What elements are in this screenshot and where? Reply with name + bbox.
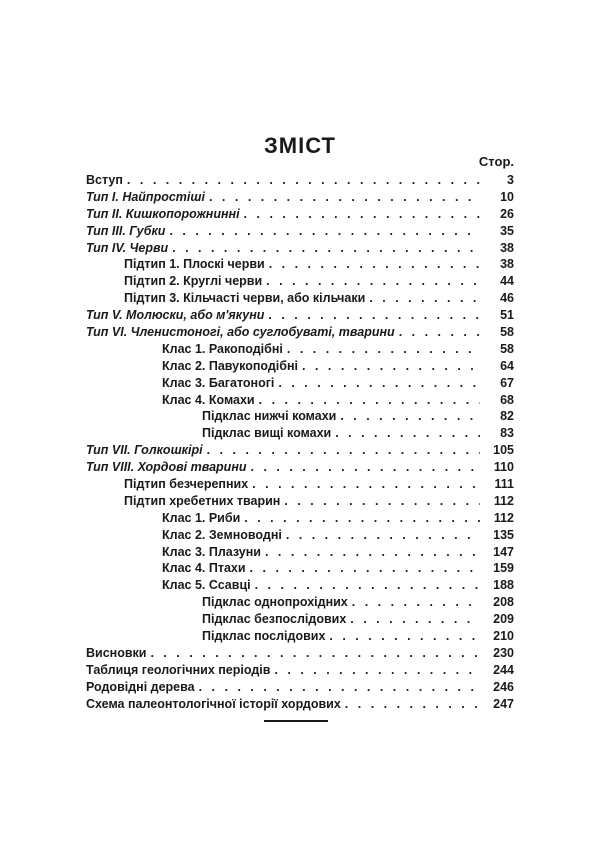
toc-entry-label: Клас 3. Плазуни xyxy=(162,544,261,559)
toc-entry-page: 147 xyxy=(493,544,514,559)
toc-entry xyxy=(86,172,514,189)
toc-leader-dots xyxy=(287,341,480,358)
toc-entry-page: 83 xyxy=(500,426,514,441)
toc-entry-page: 58 xyxy=(500,341,514,356)
toc-entry xyxy=(86,442,514,459)
toc-leader-dots xyxy=(269,256,480,273)
toc-entry xyxy=(86,459,514,476)
toc-entry-page: 10 xyxy=(500,189,514,204)
toc-leader-dots xyxy=(345,696,480,713)
toc-entry-page: 44 xyxy=(500,274,514,289)
toc-leader-dots xyxy=(127,172,480,189)
toc-entry xyxy=(86,493,514,510)
toc-entry-label: Підтип 3. Кільчасті черви, або кільчаки xyxy=(124,291,366,306)
toc-entry-label: Клас 2. Павукоподібні xyxy=(162,358,299,373)
toc-entry-page: 105 xyxy=(493,443,514,458)
toc-entry-label: Клас 3. Багатоногі xyxy=(162,375,275,390)
toc-entry-page: 67 xyxy=(500,375,514,390)
toc-entry-page: 82 xyxy=(500,409,514,424)
toc-leader-dots xyxy=(268,307,480,324)
toc-entry xyxy=(86,341,514,358)
table-of-contents xyxy=(86,172,514,713)
toc-entry xyxy=(86,206,514,223)
toc-entry-label: Родовідні дерева xyxy=(86,679,195,694)
page-column-header: Стор. xyxy=(478,154,514,169)
toc-entry-page: 135 xyxy=(493,527,514,542)
toc-entry xyxy=(86,290,514,307)
toc-entry-page: 26 xyxy=(500,206,514,221)
toc-entry-label: Клас 1. Риби xyxy=(162,510,241,525)
toc-entry-page: 38 xyxy=(500,240,514,255)
toc-entry xyxy=(86,527,514,544)
toc-entry xyxy=(86,544,514,561)
toc-entry-page: 208 xyxy=(493,595,514,610)
toc-entry-label: Таблиця геологічних періодів xyxy=(86,662,271,677)
toc-entry-page: 68 xyxy=(500,392,514,407)
toc-entry-label: Підклас безпослідових xyxy=(202,612,347,627)
toc-entry xyxy=(86,324,514,341)
toc-entry xyxy=(86,577,514,594)
toc-entry-page: 246 xyxy=(493,679,514,694)
toc-entry-label: Підтип безчерепних xyxy=(124,477,249,492)
toc-leader-dots xyxy=(284,493,480,510)
toc-entry-label: Тип VI. Членистоногі, або суглобуваті, тварини xyxy=(86,325,395,339)
toc-entry xyxy=(86,223,514,240)
toc-entry xyxy=(86,628,514,645)
toc-leader-dots xyxy=(265,544,480,561)
toc-entry-label: Підтип хребетних тварин xyxy=(124,493,281,508)
toc-leader-dots xyxy=(207,442,480,459)
toc-entry xyxy=(86,189,514,206)
toc-entry-page: 230 xyxy=(493,645,514,660)
toc-entry-page: 112 xyxy=(493,493,514,508)
toc-entry-page: 159 xyxy=(493,561,514,576)
toc-entry xyxy=(86,240,514,257)
toc-leader-dots xyxy=(169,223,480,240)
toc-entry xyxy=(86,358,514,375)
toc-leader-dots xyxy=(302,358,480,375)
toc-entry-label: Підклас вищі комахи xyxy=(202,426,332,441)
toc-leader-dots xyxy=(266,273,480,290)
toc-entry xyxy=(86,375,514,392)
toc-entry-label: Тип VIII. Хордові тварини xyxy=(86,460,247,475)
toc-entry xyxy=(86,273,514,290)
toc-entry xyxy=(86,476,514,493)
toc-entry-label: Клас 5. Ссавці xyxy=(162,578,251,593)
toc-entry xyxy=(86,392,514,409)
toc-entry-label: Висновки xyxy=(86,645,147,660)
toc-entry-label: Тип IV. Черви xyxy=(86,240,169,255)
toc-entry xyxy=(86,307,514,324)
toc-entry xyxy=(86,594,514,611)
toc-leader-dots xyxy=(399,324,480,341)
toc-entry-page: 111 xyxy=(494,477,514,492)
toc-entry-label: Підклас однопрохідних xyxy=(202,595,348,610)
toc-entry xyxy=(86,645,514,662)
toc-leader-dots xyxy=(369,290,480,307)
toc-leader-dots xyxy=(209,189,480,206)
toc-entry-page: 188 xyxy=(493,578,514,593)
toc-entry xyxy=(86,510,514,527)
toc-entry-label: Підтип 2. Круглі черви xyxy=(124,274,263,289)
divider-rule xyxy=(264,720,328,722)
toc-leader-dots xyxy=(335,425,480,442)
toc-entry xyxy=(86,611,514,628)
toc-leader-dots xyxy=(350,611,480,628)
toc-entry-label: Клас 4. Комахи xyxy=(162,392,255,407)
toc-entry-label: Клас 2. Земноводні xyxy=(162,527,282,542)
toc-entry xyxy=(86,679,514,696)
toc-leader-dots xyxy=(255,577,480,594)
toc-entry-label: Підклас послідових xyxy=(202,629,326,644)
toc-entry xyxy=(86,425,514,442)
toc-leader-dots xyxy=(250,560,480,577)
toc-entry-label: Вступ xyxy=(86,172,123,187)
toc-leader-dots xyxy=(340,408,480,425)
toc-entry xyxy=(86,560,514,577)
toc-leader-dots xyxy=(352,594,480,611)
toc-leader-dots xyxy=(274,662,480,679)
toc-entry-page: 35 xyxy=(500,223,514,238)
page-title: ЗМІСТ xyxy=(264,133,336,158)
toc-entry-label: Клас 4. Птахи xyxy=(162,561,246,576)
toc-entry-page: 247 xyxy=(493,696,514,711)
toc-leader-dots xyxy=(259,392,480,409)
toc-entry-label: Схема палеонтологічної історії хордових xyxy=(86,696,341,711)
toc-leader-dots xyxy=(199,679,480,696)
toc-leader-dots xyxy=(252,476,480,493)
toc-entry-page: 112 xyxy=(493,510,514,525)
toc-entry-label: Тип VII. Голкошкірі xyxy=(86,443,203,458)
toc-entry-page: 3 xyxy=(507,172,514,187)
toc-entry-label: Тип V. Молюски, або м'якуни xyxy=(86,308,265,323)
toc-leader-dots xyxy=(150,645,480,662)
toc-entry xyxy=(86,696,514,713)
toc-entry-page: 46 xyxy=(500,291,514,306)
toc-entry-label: Тип II. Кишкопорожнинні xyxy=(86,206,240,221)
toc-leader-dots xyxy=(278,375,480,392)
toc-leader-dots xyxy=(329,628,480,645)
toc-entry xyxy=(86,408,514,425)
toc-entry-page: 110 xyxy=(493,460,514,475)
toc-leader-dots xyxy=(244,206,480,223)
toc-entry-page: 51 xyxy=(500,308,514,323)
toc-entry-page: 244 xyxy=(493,662,514,677)
toc-entry-page: 64 xyxy=(500,358,514,373)
toc-leader-dots xyxy=(286,527,480,544)
toc-entry-page: 210 xyxy=(493,629,514,644)
toc-entry-label: Підтип 1. Плоскі черви xyxy=(124,257,265,272)
toc-entry-label: Тип І. Найпростіші xyxy=(86,189,205,204)
toc-entry-label: Підклас нижчі комахи xyxy=(202,409,337,424)
toc-entry xyxy=(86,662,514,679)
toc-entry-label: Тип III. Губки xyxy=(86,223,166,238)
toc-entry-label: Клас 1. Ракоподібні xyxy=(162,341,283,356)
toc-entry-page: 209 xyxy=(493,612,514,627)
toc-entry xyxy=(86,256,514,273)
toc-leader-dots xyxy=(251,459,480,476)
toc-entry-page: 58 xyxy=(500,325,514,339)
toc-leader-dots xyxy=(172,240,480,257)
toc-entry-page: 38 xyxy=(500,257,514,272)
toc-leader-dots xyxy=(244,510,480,527)
